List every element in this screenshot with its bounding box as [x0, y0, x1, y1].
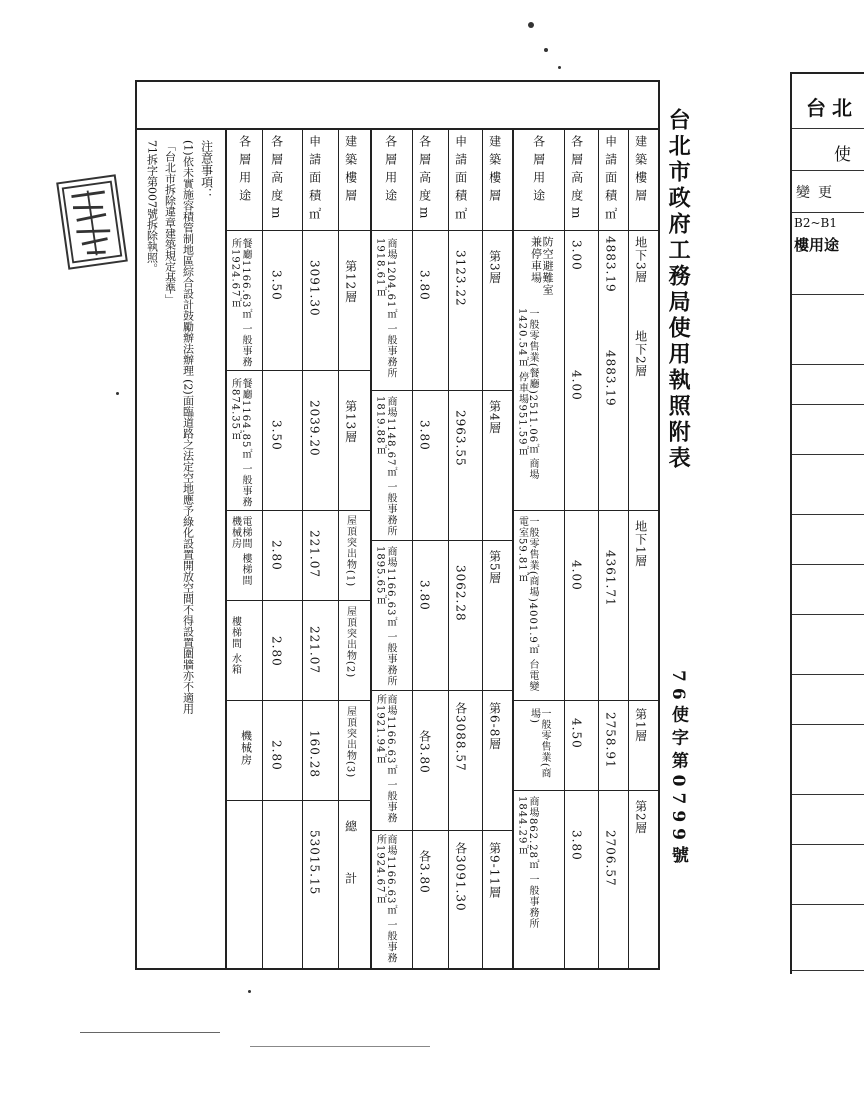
table-cell: 4.00 [569, 560, 584, 591]
table-cell: 3.80 [417, 420, 432, 451]
table-cell: 2.80 [269, 636, 284, 667]
table-cell: 各3091.30 [453, 842, 468, 912]
table-cell: 第1層 [633, 708, 648, 743]
table-cell: 商場1204.61㎡ 一般事務所1918.61㎡ [374, 238, 396, 379]
table-cell: 2.80 [269, 540, 284, 571]
table-cell: 第13層 [343, 400, 358, 444]
note-line: 「台北市拆除違章建築規定基準」 [163, 140, 177, 305]
row-label-height: 各層高度m [569, 135, 584, 225]
official-seal-stamp [56, 174, 128, 269]
table-cell: 電梯間 樓梯間 機械房 [229, 516, 251, 587]
table-cell: 3.50 [269, 270, 284, 301]
table-cell: 總計 [343, 820, 358, 924]
table-cell: 第4層 [487, 400, 502, 435]
row-label-use: 各層用途 [383, 135, 398, 207]
row-label-area: 申請面積㎡ [603, 135, 618, 225]
row-label-use: 各層用途 [237, 135, 252, 207]
side-row-text: 樓用途 [794, 236, 840, 254]
table-cell: 商場1148.67㎡ 一般事務所1819.88㎡ [374, 396, 396, 537]
table-cell: 各3.80 [417, 730, 432, 774]
row-label-floor: 建築樓層 [343, 135, 358, 207]
table-cell: 53015.15 [307, 830, 322, 896]
table-cell: 第12層 [343, 260, 358, 304]
license-number: 76使字第0799號 [667, 670, 688, 869]
side-title: 台北 [806, 96, 858, 120]
table-cell: 4883.19 [603, 350, 618, 407]
note-line: (1)依未實施容積管制地區綜合設計鼓勵辦法辦理 (2)面臨道路之法定空地應予綠化設置開放空間不得設置圍牆亦不適用 [181, 140, 195, 714]
table-cell: 商場862.28㎡ 一般事務所1844.29㎡ [516, 796, 538, 930]
table-cell: 221.07 [307, 530, 322, 578]
table-cell: 餐廳1166.63㎡ 一般事務所1924.67㎡ [229, 238, 251, 368]
table-cell: 160.28 [307, 730, 322, 778]
table-cell: 第6-8層 [487, 702, 502, 751]
table-cell: 樓梯間 水箱 [229, 616, 241, 676]
table-cell: 一般零售業(商場) [528, 708, 550, 779]
table-cell: 3123.22 [453, 250, 468, 307]
table-cell: 屋頂突出物(3) [344, 706, 356, 779]
table-cell: 地下3層 [633, 236, 648, 284]
table-cell: 4.00 [569, 370, 584, 401]
table-cell: 2.80 [269, 740, 284, 771]
table-cell: 一般零售業(餐廳)2511.06㎡ 商場1420.54㎡ 停車場951.59㎡ [516, 308, 538, 481]
table-cell: 3.80 [569, 830, 584, 861]
table-cell: 2039.20 [307, 400, 322, 457]
table-cell: 商場1166.63㎡ 一般事務所1924.67㎡ [374, 834, 396, 964]
row-label-use: 各層用途 [531, 135, 546, 207]
notes-heading: 注意事項： [199, 140, 214, 200]
table-cell: 3.50 [269, 420, 284, 451]
table-cell: 4.50 [569, 718, 584, 749]
table-cell: 地下1層 [633, 520, 648, 568]
table-cell: 一般零售業(商場)4001.9㎡ 台電變電室59.81㎡ [516, 516, 538, 692]
table-cell: 各3.80 [417, 850, 432, 894]
table-cell: 3.80 [417, 270, 432, 301]
side-row-text: B2~B1 [794, 216, 837, 230]
row-label-floor: 建築樓層 [487, 135, 502, 207]
table-cell: 第9-11層 [487, 842, 502, 899]
table-cell: 3091.30 [307, 260, 322, 317]
table-cell: 221.07 [307, 626, 322, 674]
table-cell: 4883.19 [603, 236, 618, 293]
table-cell: 機械房 [239, 730, 253, 766]
table-cell: 3.80 [417, 580, 432, 611]
table-cell: 防空避難室兼停車場 [529, 236, 555, 296]
table-cell: 第5層 [487, 550, 502, 585]
table-cell: 3.00 [569, 240, 584, 271]
table-cell: 2758.91 [603, 712, 618, 769]
table-cell: 第2層 [633, 800, 648, 835]
table-cell: 商場1166.63㎡ 一般事務所1895.65㎡ [374, 546, 396, 687]
table-cell: 各3088.57 [453, 702, 468, 772]
adjacent-page-strip [790, 72, 864, 974]
row-label-height: 各層高度m [269, 135, 284, 225]
table-cell: 2706.57 [603, 830, 618, 887]
document-title: 台北市政府工務局使用執照附表 [665, 108, 692, 472]
row-label-height: 各層高度m [417, 135, 432, 225]
row-label-area: 申請面積㎡ [453, 135, 468, 225]
table-cell: 屋頂突出物(2) [344, 606, 356, 679]
note-line: 71拆字第007號拆除執照。 [145, 140, 159, 274]
side-row-text: 變更 [796, 185, 840, 201]
table-cell: 3062.28 [453, 565, 468, 622]
table-cell: 4361.71 [603, 550, 618, 607]
table-cell: 屋頂突出物(1) [344, 515, 356, 588]
table-cell: 2963.55 [453, 410, 468, 467]
row-label-floor: 建築樓層 [633, 135, 648, 207]
table-cell: 餐廳1164.85㎡ 一般事務所874.35㎡ [229, 378, 251, 508]
table-cell: 地下2層 [633, 330, 648, 378]
table-cell: 第3層 [487, 250, 502, 285]
row-label-area: 申請面積㎡ [307, 135, 322, 225]
side-row-text: 使 [834, 145, 851, 165]
table-cell: 商場1166.63㎡ 一般事務所1921.94㎡ [374, 694, 396, 824]
